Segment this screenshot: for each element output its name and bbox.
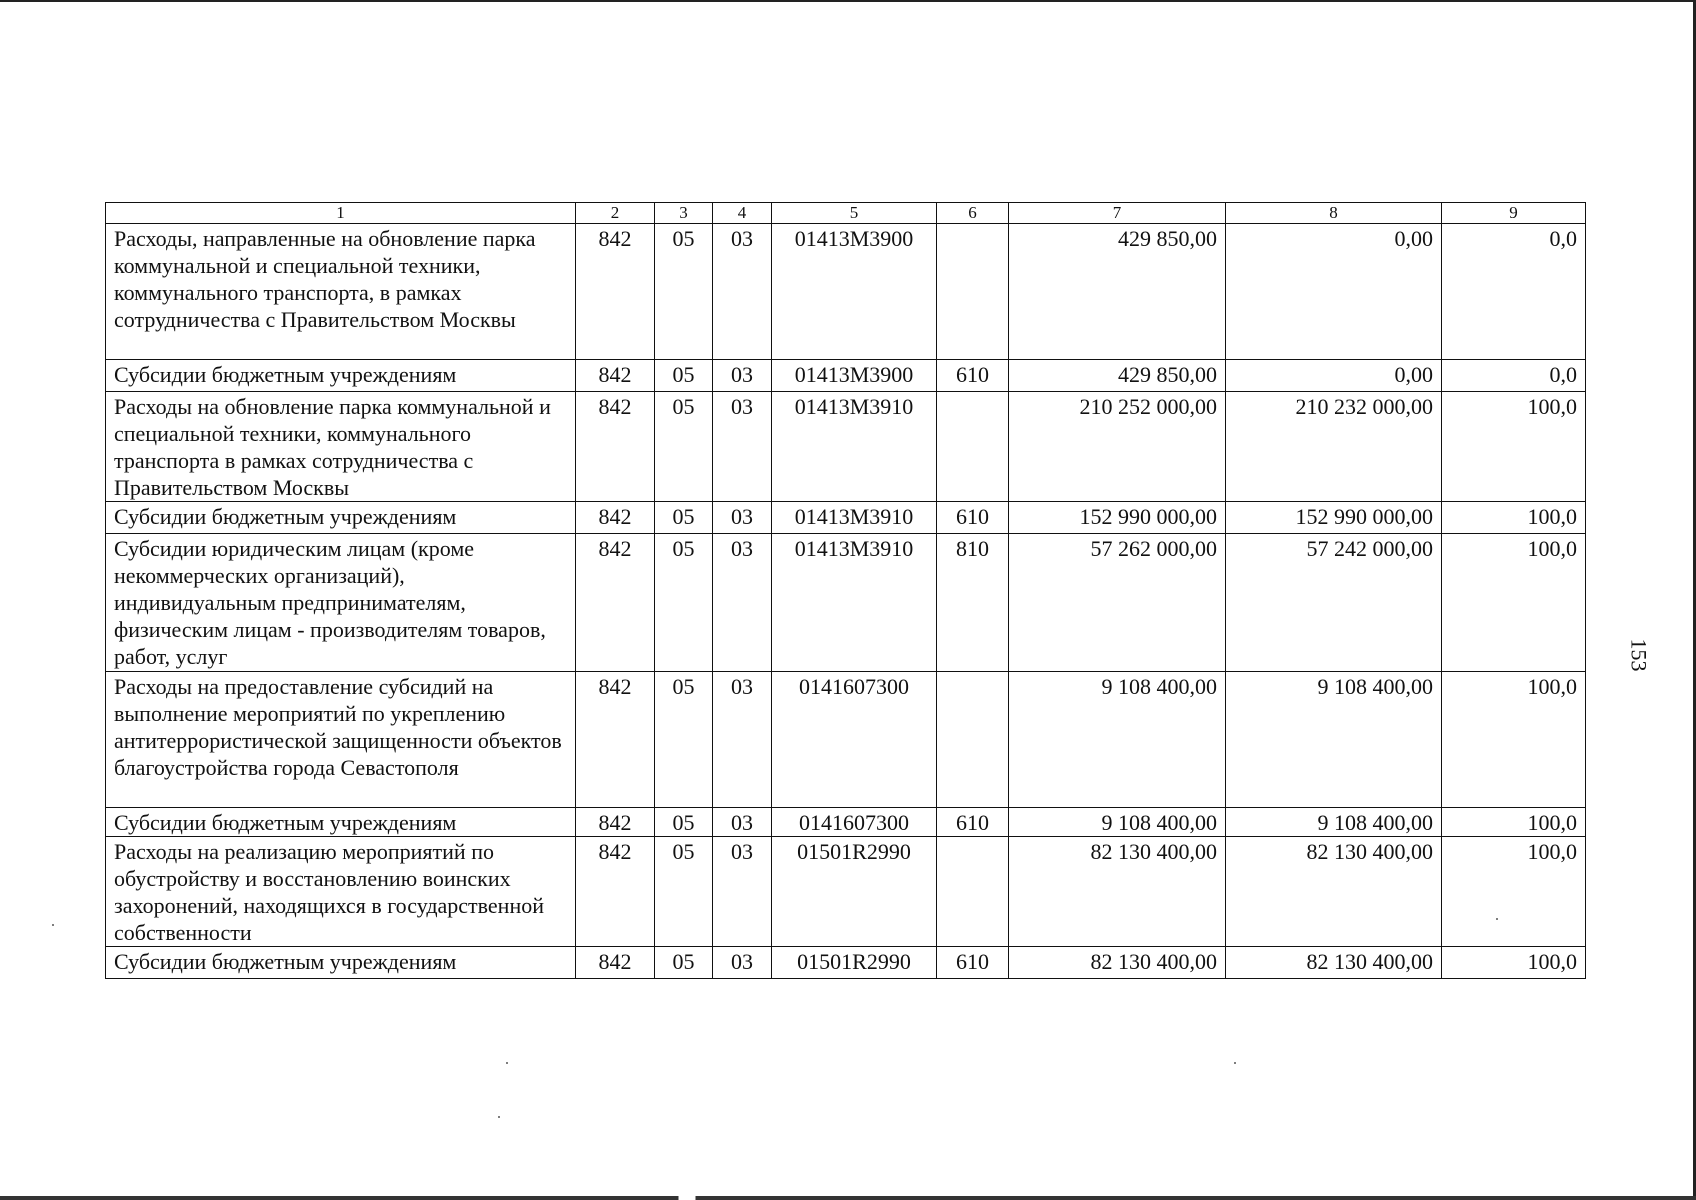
code-col-3: 05 <box>655 502 713 534</box>
code-col-2: 842 <box>576 808 655 837</box>
expense-name: Расходы на реализацию мероприятий по обустройству и восстановлению воинских захоронений, находящихся в государственной собственности <box>106 837 576 947</box>
amount-col-8: 82 130 400,00 <box>1226 947 1442 979</box>
expense-type: 610 <box>937 808 1009 837</box>
amount-col-7: 9 108 400,00 <box>1009 672 1226 808</box>
scan-speck <box>506 1062 508 1064</box>
code-col-3: 05 <box>655 392 713 502</box>
target-article: 0141607300 <box>772 672 937 808</box>
expense-name: Субсидии бюджетным учреждениям <box>106 947 576 979</box>
header-cell: 5 <box>772 203 937 224</box>
percent-col-9: 100,0 <box>1442 837 1586 947</box>
code-col-3: 05 <box>655 808 713 837</box>
amount-col-8: 9 108 400,00 <box>1226 808 1442 837</box>
expense-name: Расходы на обновление парка коммунальной и специальной техники, коммунального транспорта в рамках сотрудничества с Правительством Москвы <box>106 392 576 502</box>
target-article: 01413M3910 <box>772 502 937 534</box>
table-row <box>106 224 1586 360</box>
percent-col-9: 100,0 <box>1442 672 1586 808</box>
percent-col-9: 100,0 <box>1442 808 1586 837</box>
expense-name: Субсидии бюджетным учреждениям <box>106 360 576 392</box>
expense-type: 610 <box>937 947 1009 979</box>
code-col-3: 05 <box>655 672 713 808</box>
percent-col-9: 100,0 <box>1442 947 1586 979</box>
code-col-4: 03 <box>713 808 772 837</box>
amount-col-8: 9 108 400,00 <box>1226 672 1442 808</box>
percent-col-9: 0,0 <box>1442 360 1586 392</box>
amount-col-8: 0,00 <box>1226 224 1442 360</box>
code-col-4: 03 <box>713 392 772 502</box>
expense-name: Субсидии бюджетным учреждениям <box>106 808 576 837</box>
header-cell: 2 <box>576 203 655 224</box>
expense-type: 810 <box>937 534 1009 672</box>
expense-name: Субсидии бюджетным учреждениям <box>106 502 576 534</box>
code-col-3: 05 <box>655 360 713 392</box>
amount-col-8: 210 232 000,00 <box>1226 392 1442 502</box>
expense-type: 610 <box>937 360 1009 392</box>
expense-type: 610 <box>937 502 1009 534</box>
code-col-4: 03 <box>713 672 772 808</box>
code-col-2: 842 <box>576 360 655 392</box>
code-col-2: 842 <box>576 947 655 979</box>
code-col-4: 03 <box>713 360 772 392</box>
target-article: 01501R2990 <box>772 837 937 947</box>
percent-col-9: 100,0 <box>1442 534 1586 672</box>
scan-speck <box>1496 918 1498 920</box>
header-cell: 9 <box>1442 203 1586 224</box>
target-article: 01501R2990 <box>772 947 937 979</box>
amount-col-8: 152 990 000,00 <box>1226 502 1442 534</box>
code-col-4: 03 <box>713 502 772 534</box>
target-article: 01413M3900 <box>772 224 937 360</box>
expense-type <box>937 392 1009 502</box>
percent-col-9: 100,0 <box>1442 392 1586 502</box>
scan-speck <box>1234 1062 1236 1064</box>
scan-edge-top <box>0 0 1696 2</box>
expense-type <box>937 224 1009 360</box>
table-row <box>106 837 1586 947</box>
amount-col-7: 9 108 400,00 <box>1009 808 1226 837</box>
amount-col-7: 82 130 400,00 <box>1009 837 1226 947</box>
code-col-4: 03 <box>713 534 772 672</box>
table-row <box>106 392 1586 502</box>
code-col-2: 842 <box>576 224 655 360</box>
budget-table <box>105 202 1586 979</box>
table-row <box>106 808 1586 837</box>
code-col-2: 842 <box>576 534 655 672</box>
table-row <box>106 502 1586 534</box>
amount-col-7: 429 850,00 <box>1009 224 1226 360</box>
code-col-4: 03 <box>713 224 772 360</box>
header-cell: 3 <box>655 203 713 224</box>
table-row <box>106 534 1586 672</box>
code-col-2: 842 <box>576 837 655 947</box>
page-number: 153 <box>1626 638 1652 672</box>
scan-speck <box>498 1116 500 1118</box>
expense-name: Расходы, направленные на обновление парка коммунальной и специальной техники, коммунального транспорта, в рамках сотрудничества с Правительством Москвы <box>106 224 576 360</box>
table-row <box>106 672 1586 808</box>
target-article: 01413M3900 <box>772 360 937 392</box>
expense-name: Субсидии юридическим лицам (кроме некоммерческих организаций), индивидуальным предпринимателям, физическим лицам - производителям товаров, работ, услуг <box>106 534 576 672</box>
code-col-3: 05 <box>655 947 713 979</box>
amount-col-8: 57 242 000,00 <box>1226 534 1442 672</box>
percent-col-9: 0,0 <box>1442 224 1586 360</box>
amount-col-7: 210 252 000,00 <box>1009 392 1226 502</box>
code-col-3: 05 <box>655 224 713 360</box>
code-col-2: 842 <box>576 672 655 808</box>
table-row <box>106 947 1586 979</box>
expense-name: Расходы на предоставление субсидий на выполнение мероприятий по укреплению антитеррористической защищенности объектов благоустройства города Севастополя <box>106 672 576 808</box>
scan-edge-bottom <box>0 1196 1696 1200</box>
target-article: 01413M3910 <box>772 392 937 502</box>
amount-col-7: 82 130 400,00 <box>1009 947 1226 979</box>
scan-speck <box>52 924 54 926</box>
target-article: 01413M3910 <box>772 534 937 672</box>
target-article: 0141607300 <box>772 808 937 837</box>
code-col-4: 03 <box>713 947 772 979</box>
amount-col-7: 429 850,00 <box>1009 360 1226 392</box>
header-cell: 6 <box>937 203 1009 224</box>
table-row <box>106 360 1586 392</box>
amount-col-7: 152 990 000,00 <box>1009 502 1226 534</box>
header-cell: 8 <box>1226 203 1442 224</box>
code-col-3: 05 <box>655 534 713 672</box>
header-cell: 7 <box>1009 203 1226 224</box>
amount-col-7: 57 262 000,00 <box>1009 534 1226 672</box>
amount-col-8: 82 130 400,00 <box>1226 837 1442 947</box>
code-col-4: 03 <box>713 837 772 947</box>
expense-type <box>937 672 1009 808</box>
code-col-3: 05 <box>655 837 713 947</box>
header-cell: 1 <box>106 203 576 224</box>
percent-col-9: 100,0 <box>1442 502 1586 534</box>
code-col-2: 842 <box>576 392 655 502</box>
table-header-row <box>106 203 1586 224</box>
header-cell: 4 <box>713 203 772 224</box>
expense-type <box>937 837 1009 947</box>
code-col-2: 842 <box>576 502 655 534</box>
amount-col-8: 0,00 <box>1226 360 1442 392</box>
